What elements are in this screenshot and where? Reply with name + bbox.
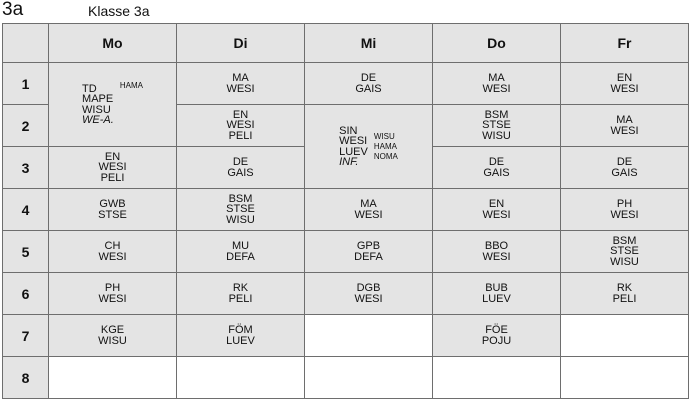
lesson-line: EN xyxy=(616,72,633,84)
lesson-line: BSM xyxy=(228,192,253,205)
lesson-line: LUEV xyxy=(482,292,511,305)
lesson-line: WISU xyxy=(82,103,111,116)
period-number: 5 xyxy=(3,231,49,273)
lesson-cell-di-2[interactable] xyxy=(177,105,305,147)
lesson-line: KGE xyxy=(100,324,125,336)
lesson-line: STSE xyxy=(98,208,127,221)
lesson-side-line: HAMA xyxy=(119,80,143,90)
period-row-7 xyxy=(3,315,689,357)
lesson-content xyxy=(177,194,304,226)
class-id: 3a xyxy=(2,0,24,20)
lesson-content xyxy=(305,283,432,304)
lesson-cell-mo-3[interactable] xyxy=(49,147,177,189)
lesson-line: WESI xyxy=(339,135,368,147)
lesson-line: WESI xyxy=(226,119,255,132)
period-row-1 xyxy=(3,63,689,105)
period-number: 1 xyxy=(3,63,49,105)
empty-cell-mo-8 xyxy=(49,357,177,399)
period-row-5 xyxy=(3,231,689,273)
lesson-line: WESI xyxy=(482,208,511,221)
lesson-line: FÖM xyxy=(228,324,253,336)
lesson-line: BSM xyxy=(612,234,637,247)
lesson-line: GWB xyxy=(99,198,126,210)
lesson-line: GPB xyxy=(356,240,381,252)
lesson-cell-mo-6[interactable] xyxy=(49,273,177,315)
lesson-line: DEFA xyxy=(354,250,383,263)
lesson-cell-di-5[interactable] xyxy=(177,231,305,273)
empty-cell-mi-8 xyxy=(305,357,433,399)
lesson-content xyxy=(561,157,688,178)
lesson-line: WISU xyxy=(98,334,127,347)
lesson-line: MA xyxy=(616,114,633,126)
lesson-content xyxy=(433,110,560,142)
lesson-line: BSM xyxy=(484,108,509,121)
lesson-content xyxy=(177,157,304,178)
lesson-line: TD xyxy=(82,82,97,95)
lesson-line: WISU xyxy=(226,213,255,226)
lesson-line: WISU xyxy=(482,129,511,142)
lesson-line: EN xyxy=(488,198,505,210)
lesson-content xyxy=(561,283,688,304)
empty-cell-di-8 xyxy=(177,357,305,399)
lesson-cell-fr-5[interactable] xyxy=(561,231,689,273)
lesson-line: GAIS xyxy=(355,82,382,95)
period-number: 4 xyxy=(3,189,49,231)
lesson-line: GAIS xyxy=(227,166,254,179)
lesson-cell-do-7[interactable] xyxy=(433,315,561,357)
lesson-cell-fr-2[interactable] xyxy=(561,105,689,147)
lesson-content xyxy=(433,199,560,220)
empty-cell-fr-8 xyxy=(561,357,689,399)
lesson-cell-fr-4[interactable] xyxy=(561,189,689,231)
lesson-line: WISU xyxy=(610,255,639,268)
lesson-cell-di-1[interactable] xyxy=(177,63,305,105)
lesson-line: WESI xyxy=(482,250,511,263)
lesson-line: PELI xyxy=(612,292,637,305)
lesson-cell-do-1[interactable] xyxy=(433,63,561,105)
lesson-line: PH xyxy=(104,282,121,294)
lesson-line: EN xyxy=(232,108,249,121)
lesson-line: WE-A. xyxy=(82,114,114,126)
lesson-line: LUEV xyxy=(226,334,255,347)
lesson-cell-mi-2-3[interactable] xyxy=(305,105,433,189)
period-number: 3 xyxy=(3,147,49,189)
lesson-side xyxy=(374,132,398,162)
lesson-content xyxy=(49,80,176,126)
lesson-content xyxy=(49,152,176,184)
lesson-cell-do-6[interactable] xyxy=(433,273,561,315)
lesson-content xyxy=(561,236,688,268)
lesson-line: MA xyxy=(488,72,505,84)
lesson-cell-mo-1-2[interactable] xyxy=(49,63,177,147)
lesson-main xyxy=(82,84,114,126)
lesson-line: MU xyxy=(231,240,250,252)
lesson-content xyxy=(177,325,304,346)
lesson-content xyxy=(433,157,560,178)
lesson-content xyxy=(561,199,688,220)
lesson-content xyxy=(561,73,688,94)
lesson-line: INF. xyxy=(339,156,359,168)
lesson-content xyxy=(305,73,432,94)
lesson-line: PH xyxy=(616,198,633,210)
lesson-cell-fr-1[interactable] xyxy=(561,63,689,105)
lesson-line: DE xyxy=(616,156,633,168)
lesson-line: MAPE xyxy=(82,93,114,105)
lesson-cell-fr-3[interactable] xyxy=(561,147,689,189)
lesson-cell-mi-5[interactable] xyxy=(305,231,433,273)
lesson-content xyxy=(433,325,560,346)
lesson-content xyxy=(433,283,560,304)
lesson-line: RK xyxy=(232,282,249,294)
day-header-row xyxy=(3,24,689,63)
lesson-line: DE xyxy=(360,72,377,84)
lesson-line: WESI xyxy=(482,82,511,95)
empty-cell-fr-7 xyxy=(561,315,689,357)
corner-cell xyxy=(3,24,49,63)
lesson-line: STSE xyxy=(482,119,511,132)
lesson-line: LUEV xyxy=(339,145,368,158)
lesson-line: BBO xyxy=(484,240,509,252)
day-header-di: Di xyxy=(177,24,305,63)
lesson-line: GAIS xyxy=(483,166,510,179)
lesson-side-line: NOMA xyxy=(373,151,398,161)
lesson-content xyxy=(433,73,560,94)
lesson-content xyxy=(177,110,304,142)
lesson-content xyxy=(305,199,432,220)
lesson-line: WESI xyxy=(98,292,127,305)
lesson-cell-mi-6[interactable] xyxy=(305,273,433,315)
lesson-line: WESI xyxy=(354,208,383,221)
lesson-side-line: HAMA xyxy=(373,141,397,151)
lesson-line: FÖE xyxy=(485,324,508,336)
period-row-8 xyxy=(3,357,689,399)
lesson-cell-do-2[interactable] xyxy=(433,105,561,147)
lesson-content xyxy=(177,73,304,94)
lesson-cell-mi-1[interactable] xyxy=(305,63,433,105)
lesson-line: EN xyxy=(104,150,121,163)
lesson-line: DE xyxy=(488,156,505,168)
lesson-cell-do-5[interactable] xyxy=(433,231,561,273)
lesson-line: WESI xyxy=(610,208,639,221)
lesson-side xyxy=(120,81,143,91)
lesson-line: WESI xyxy=(226,82,255,95)
lesson-content xyxy=(433,241,560,262)
lesson-content xyxy=(305,241,432,262)
lesson-cell-mo-4[interactable] xyxy=(49,189,177,231)
lesson-line: GAIS xyxy=(611,166,638,179)
lesson-cell-di-7[interactable] xyxy=(177,315,305,357)
lesson-cell-fr-6[interactable] xyxy=(561,273,689,315)
lesson-line: WESI xyxy=(98,250,127,263)
lesson-cell-do-3[interactable] xyxy=(433,147,561,189)
lesson-line: DE xyxy=(232,156,249,168)
class-name: Klasse 3a xyxy=(88,3,150,19)
lesson-line: PELI xyxy=(228,129,253,142)
lesson-cell-mo-5[interactable] xyxy=(49,231,177,273)
period-row-4 xyxy=(3,189,689,231)
lesson-line: PELI xyxy=(228,292,253,305)
lesson-content xyxy=(49,325,176,346)
lesson-main xyxy=(339,126,368,168)
lesson-line: CH xyxy=(104,240,121,252)
lesson-cell-mi-4[interactable] xyxy=(305,189,433,231)
lesson-line: WESI xyxy=(354,292,383,305)
lesson-cell-di-3[interactable] xyxy=(177,147,305,189)
period-number: 8 xyxy=(3,357,49,399)
lesson-cell-mo-7[interactable] xyxy=(49,315,177,357)
lesson-line: WESI xyxy=(610,124,639,137)
lesson-cell-do-4[interactable] xyxy=(433,189,561,231)
lesson-content xyxy=(49,241,176,262)
lesson-line: WESI xyxy=(98,161,127,174)
lesson-content xyxy=(49,199,176,220)
lesson-line: WESI xyxy=(610,82,639,95)
day-header-fr: Fr xyxy=(561,24,689,63)
day-header-do: Do xyxy=(433,24,561,63)
lesson-cell-di-6[interactable] xyxy=(177,273,305,315)
lesson-cell-di-4[interactable] xyxy=(177,189,305,231)
lesson-line: PELI xyxy=(100,171,125,184)
lesson-line: DEFA xyxy=(226,250,255,263)
lesson-content xyxy=(305,126,432,168)
period-number: 2 xyxy=(3,105,49,147)
lesson-line: STSE xyxy=(226,203,255,216)
lesson-line: POJU xyxy=(481,334,512,347)
timetable xyxy=(2,23,689,399)
lesson-content xyxy=(177,283,304,304)
period-row-6 xyxy=(3,273,689,315)
lesson-line: BUB xyxy=(485,282,508,294)
day-header-mo: Mo xyxy=(49,24,177,63)
lesson-side-line: WISU xyxy=(373,131,395,141)
period-number: 7 xyxy=(3,315,49,357)
period-number: 6 xyxy=(3,273,49,315)
empty-cell-mi-7 xyxy=(305,315,433,357)
lesson-line: DGB xyxy=(356,282,381,294)
lesson-content xyxy=(49,283,176,304)
empty-cell-do-8 xyxy=(433,357,561,399)
lesson-content xyxy=(561,115,688,136)
lesson-line: MA xyxy=(360,198,377,210)
lesson-line: STSE xyxy=(610,245,639,258)
lesson-line: RK xyxy=(616,282,633,294)
day-header-mi: Mi xyxy=(305,24,433,63)
lesson-content xyxy=(177,241,304,262)
lesson-line: MA xyxy=(232,72,249,84)
lesson-line: SIN xyxy=(339,124,358,137)
